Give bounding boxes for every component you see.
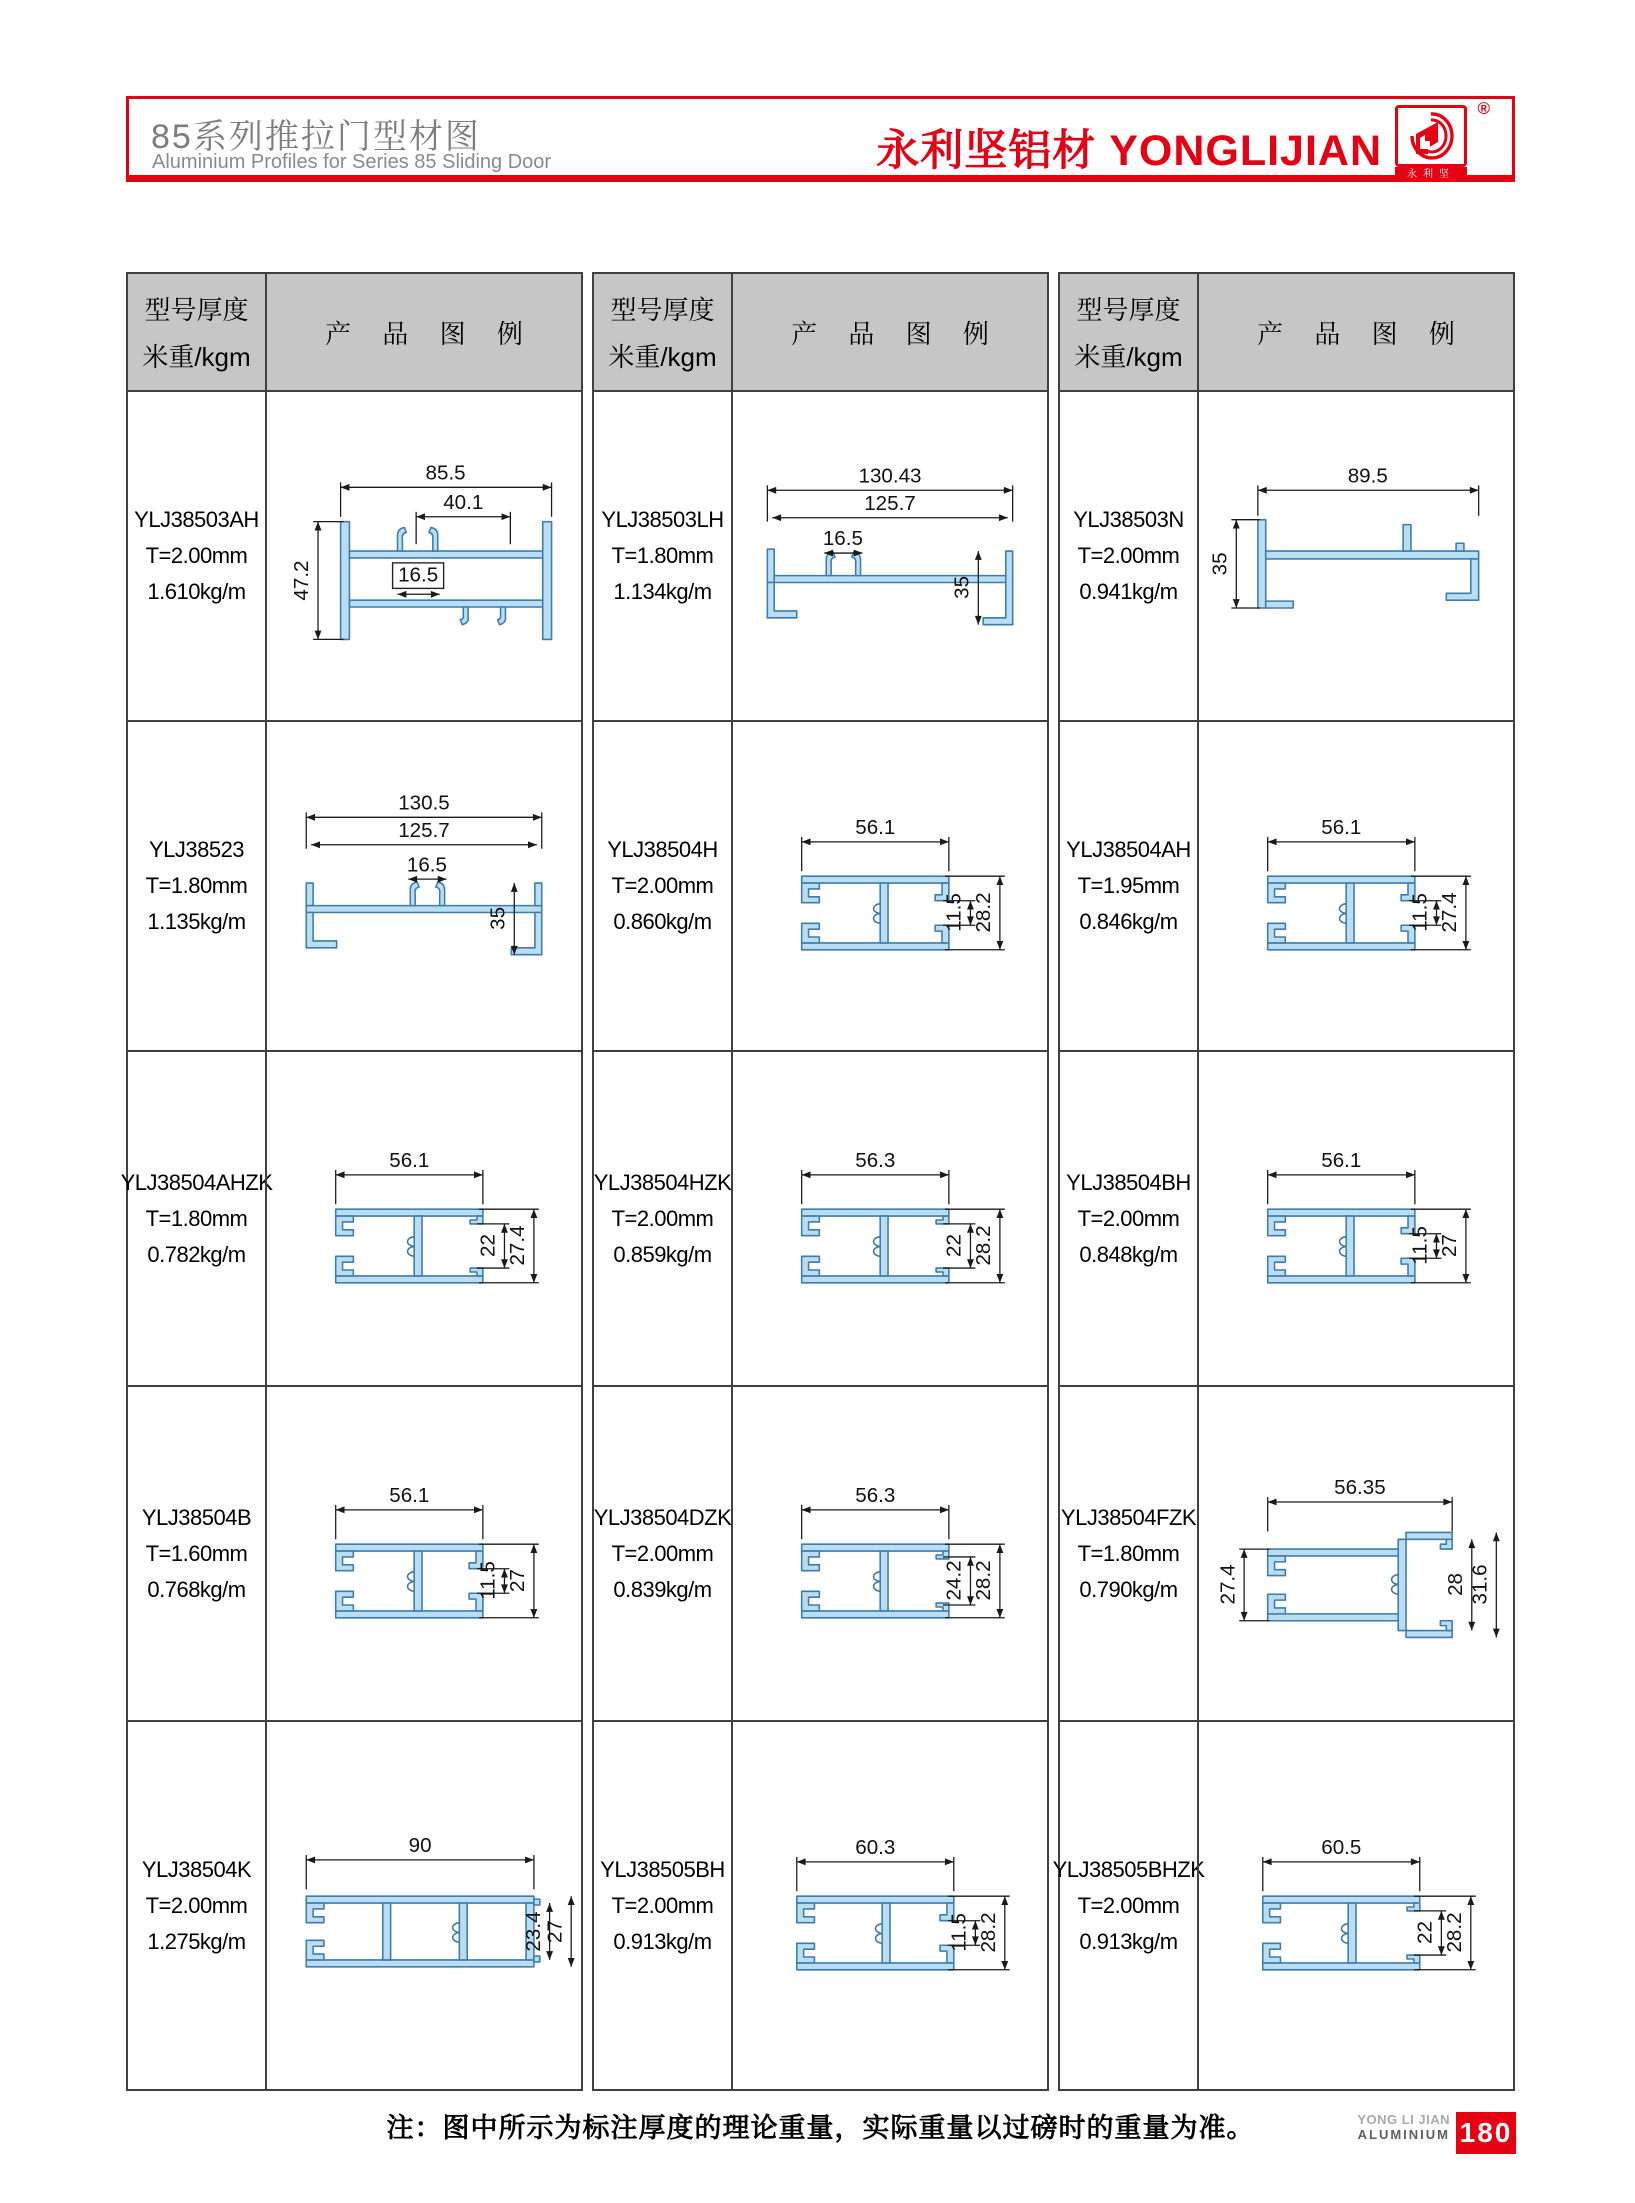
model-number: YLJ38504AH <box>1066 837 1191 862</box>
brand-text: 永利坚铝材 YONGLIJIAN <box>876 127 1382 175</box>
dimension-label: 28 <box>1443 1572 1467 1596</box>
product-spec-cell <box>594 1050 731 1385</box>
dimension-label: 22 <box>1413 1920 1437 1944</box>
footer-brand-line2: ALUMINIUM <box>1357 2127 1450 2142</box>
dimension-label: 24.2 <box>942 1559 966 1601</box>
profile-drawing <box>733 723 1047 1049</box>
weight: 0.782kg/m <box>147 1241 246 1267</box>
dimension-label: 35 <box>1208 552 1232 576</box>
dimension-label: 16.5 <box>398 563 439 587</box>
dimension-label: 22 <box>476 1233 500 1257</box>
page-title: 85系列推拉门型材图 <box>151 118 481 156</box>
dimension-label: 56.1 <box>1321 815 1362 839</box>
dimension-label: 35 <box>950 575 974 599</box>
thickness: T=2.00mm <box>611 1205 714 1231</box>
dimension-label: 130.5 <box>398 791 450 815</box>
dimension-label: 56.3 <box>855 1483 896 1507</box>
product-spec-cell <box>128 720 265 1050</box>
weight: 0.839kg/m <box>613 1576 712 1602</box>
product-illustration-cell <box>265 1385 581 1720</box>
dimension-label: 125.7 <box>864 491 916 515</box>
dimension-label: 90 <box>408 1833 432 1857</box>
weight: 0.941kg/m <box>1079 579 1178 604</box>
table-group-1 <box>120 272 583 2091</box>
thickness: T=1.80mm <box>1077 1540 1180 1566</box>
dimension-label: 11.5 <box>476 1560 500 1600</box>
page-number-badge: 180 <box>1456 2112 1516 2154</box>
weight: 0.913kg/m <box>1079 1928 1178 1954</box>
model-number: YLJ38504BH <box>1066 1169 1191 1195</box>
dimension-label: 60.3 <box>855 1835 896 1859</box>
profile-table <box>120 272 1515 2091</box>
product-illustration-cell <box>265 1720 581 2089</box>
thickness: T=2.00mm <box>611 873 714 898</box>
dimension-label: 56.3 <box>855 1148 896 1172</box>
column-header-illustration: 产 品 图 例 <box>1197 274 1513 390</box>
dimension-label: 27.4 <box>1216 1563 1240 1604</box>
column-header-spec <box>594 274 731 390</box>
dimension-label: 27 <box>543 1919 567 1943</box>
model-number: YLJ38503N <box>1073 507 1184 532</box>
thickness: T=2.00mm <box>1077 1892 1180 1918</box>
spec-header-line2: 米重/kgm <box>1074 342 1183 372</box>
weight: 0.913kg/m <box>613 1928 712 1954</box>
dimension-label: 125.7 <box>398 818 450 842</box>
dimension-label: 27 <box>1438 1233 1462 1257</box>
weight: 0.846kg/m <box>1079 909 1178 934</box>
product-illustration-cell <box>731 1720 1047 2089</box>
profile-drawing <box>733 1054 1047 1384</box>
dimension-label: 23.4 <box>521 1910 545 1952</box>
product-spec-cell <box>1060 1385 1197 1720</box>
spec-header-line2: 米重/kgm <box>608 342 717 372</box>
weight: 1.134kg/m <box>613 579 712 604</box>
weight: 0.860kg/m <box>613 909 712 934</box>
thickness: T=2.00mm <box>145 1892 248 1918</box>
product-illustration-cell <box>1197 720 1513 1050</box>
dimension-label: 27 <box>506 1568 530 1592</box>
dimension-label: 28.2 <box>972 892 996 933</box>
model-number: YLJ38505BH <box>600 1856 725 1882</box>
product-illustration-cell <box>731 720 1047 1050</box>
product-spec-cell <box>1060 720 1197 1050</box>
dimension-label: 85.5 <box>425 461 466 485</box>
thickness: T=2.00mm <box>145 543 248 568</box>
product-illustration-cell <box>731 1385 1047 1720</box>
profile-drawing <box>267 723 581 1049</box>
profile-drawing <box>733 393 1047 719</box>
dimension-label: 27.4 <box>506 1224 530 1266</box>
product-spec-cell <box>1052 1720 1205 2089</box>
dimension-label: 28.2 <box>1442 1911 1466 1953</box>
weight: 1.610kg/m <box>147 579 246 604</box>
footer-note: 注：图中所示为标注厚度的理论重量，实际重量以过磅时的重量为准。 <box>386 2113 1255 2143</box>
product-spec-cell <box>594 720 731 1050</box>
logo-caption: 永利坚 <box>1395 167 1467 182</box>
dimension-label: 47.2 <box>290 560 314 601</box>
weight: 0.790kg/m <box>1079 1576 1178 1602</box>
dimension-label: 22 <box>942 1233 966 1257</box>
model-number: YLJ38505BHZK <box>1052 1856 1205 1882</box>
product-spec-cell <box>120 1050 273 1385</box>
product-illustration-cell <box>731 1050 1047 1385</box>
thickness: T=1.80mm <box>145 1205 248 1231</box>
column-header-spec <box>1060 274 1197 390</box>
profile-drawing <box>733 1389 1047 1719</box>
brand-logo-icon <box>1395 105 1467 167</box>
dimension-label: 60.5 <box>1321 1835 1362 1859</box>
column-header-spec <box>128 274 265 390</box>
registered-mark: ® <box>1477 99 1490 118</box>
profile-drawing <box>1199 1741 1513 2071</box>
product-spec-cell <box>594 390 731 720</box>
dimension-label: 28.2 <box>972 1559 996 1601</box>
thickness: T=1.95mm <box>1077 873 1180 898</box>
spec-header-line1: 型号厚度 <box>1076 295 1181 325</box>
weight: 0.768kg/m <box>147 1576 246 1602</box>
dimension-label: 89.5 <box>1347 464 1388 488</box>
product-spec-cell <box>594 1720 731 2089</box>
dimension-label: 35 <box>486 906 510 930</box>
spec-header-line2: 米重/kgm <box>142 342 251 372</box>
profile-drawing <box>1199 723 1513 1049</box>
thickness: T=1.80mm <box>145 873 248 898</box>
dimension-label: 11.5 <box>942 893 966 932</box>
dimension-label: 16.5 <box>406 853 447 877</box>
model-number: YLJ38523 <box>148 837 245 862</box>
column-header-illustration: 产 品 图 例 <box>265 274 581 390</box>
profile-drawing <box>267 1054 581 1384</box>
product-illustration-cell <box>731 390 1047 720</box>
model-number: YLJ38503AH <box>134 507 259 532</box>
footer-brand-line1: YONG LI JIAN <box>1357 2112 1450 2127</box>
model-number: YLJ38504H <box>607 837 718 862</box>
table-group-2 <box>592 272 1049 2091</box>
model-number: YLJ38504DZK <box>593 1504 732 1530</box>
product-illustration-cell <box>1197 1050 1513 1385</box>
weight: 0.859kg/m <box>613 1241 712 1267</box>
dimension-label: 28.2 <box>976 1911 1000 1953</box>
weight: 1.275kg/m <box>147 1928 246 1954</box>
product-illustration-cell <box>1197 1720 1513 2089</box>
dimension-label: 31.6 <box>1468 1563 1492 1604</box>
profile-drawing <box>1199 1054 1513 1384</box>
product-illustration-cell <box>1197 1385 1513 1720</box>
product-spec-cell <box>594 1385 731 1720</box>
dimension-label: 11.5 <box>1408 1225 1432 1265</box>
spec-header-line1: 型号厚度 <box>610 295 715 325</box>
profile-drawing <box>267 1389 581 1719</box>
product-spec-cell <box>1060 390 1197 720</box>
dimension-label: 28.2 <box>972 1224 996 1266</box>
dimension-label: 56.35 <box>1334 1475 1386 1499</box>
product-spec-cell <box>1060 1050 1197 1385</box>
page-header <box>126 96 1515 182</box>
model-number: YLJ38504K <box>141 1856 252 1882</box>
model-number: YLJ38504B <box>141 1504 252 1530</box>
profile-drawing <box>1199 1389 1513 1719</box>
model-number: YLJ38504AHZK <box>120 1169 273 1195</box>
footer-brand <box>1285 2112 1450 2142</box>
profile-drawing <box>733 1741 1047 2071</box>
product-illustration-cell <box>265 720 581 1050</box>
column-header-illustration: 产 品 图 例 <box>731 274 1047 390</box>
thickness: T=2.00mm <box>1077 1205 1180 1231</box>
dimension-label: 56.1 <box>389 1483 430 1507</box>
product-spec-cell <box>128 390 265 720</box>
thickness: T=1.60mm <box>145 1540 248 1566</box>
thickness: T=1.80mm <box>611 543 714 568</box>
product-illustration-cell <box>265 1050 581 1385</box>
product-illustration-cell <box>265 390 581 720</box>
thickness: T=2.00mm <box>1077 543 1180 568</box>
model-number: YLJ38504HZK <box>593 1169 732 1195</box>
dimension-label: 27.4 <box>1438 892 1462 933</box>
dimension-label: 11.5 <box>947 1912 971 1952</box>
product-spec-cell <box>128 1720 265 2089</box>
dimension-label: 56.1 <box>1321 1148 1362 1172</box>
spec-header-line1: 型号厚度 <box>144 295 249 325</box>
product-illustration-cell <box>1197 390 1513 720</box>
product-spec-cell <box>128 1385 265 1720</box>
profile-drawing <box>267 1741 581 2071</box>
weight: 1.135kg/m <box>147 909 246 934</box>
dimension-label: 11.5 <box>1408 893 1432 932</box>
table-group-3 <box>1052 272 1515 2091</box>
model-number: YLJ38504FZK <box>1060 1504 1197 1530</box>
dimension-label: 56.1 <box>389 1148 430 1172</box>
profile-drawing <box>267 393 581 719</box>
model-number: YLJ38503LH <box>601 507 724 532</box>
weight: 0.848kg/m <box>1079 1241 1178 1267</box>
thickness: T=2.00mm <box>611 1540 714 1566</box>
dimension-label: 40.1 <box>443 490 484 514</box>
dimension-label: 16.5 <box>822 527 863 551</box>
page-subtitle: Aluminium Profiles for Series 85 Sliding Door <box>152 151 552 173</box>
dimension-label: 56.1 <box>855 815 896 839</box>
thickness: T=2.00mm <box>611 1892 714 1918</box>
dimension-label: 130.43 <box>858 464 922 488</box>
profile-drawing <box>1199 393 1513 719</box>
